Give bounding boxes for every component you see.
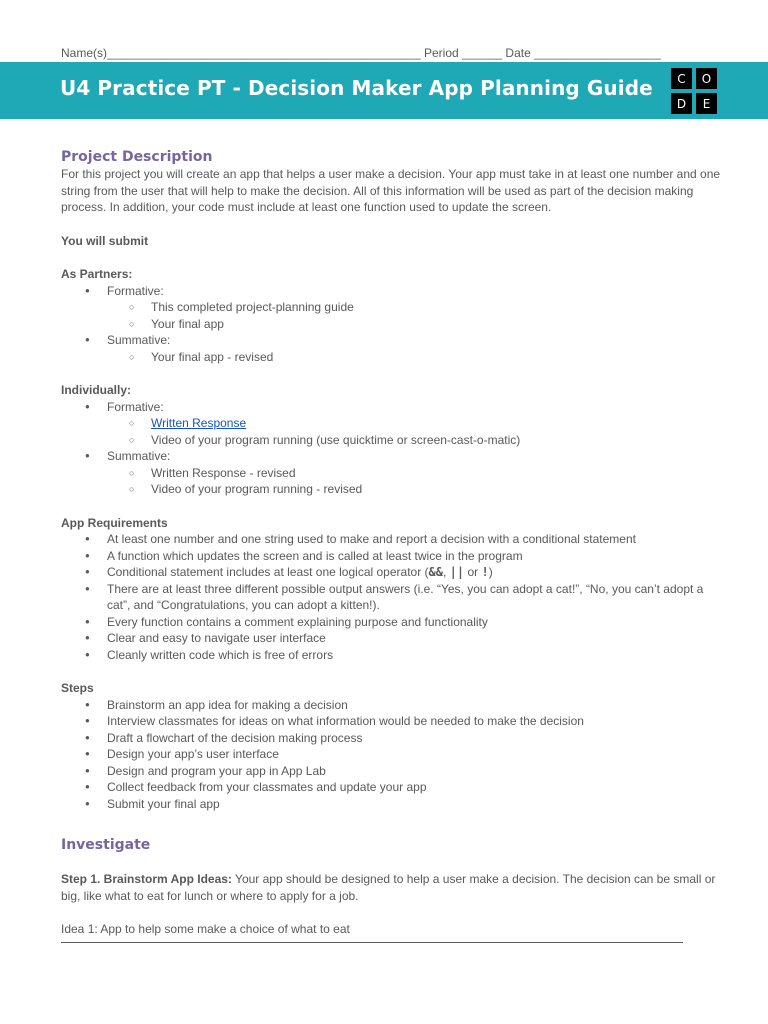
list-item: ● Design your app’s user interface	[61, 746, 721, 763]
title-banner	[0, 62, 768, 119]
steps-heading: Steps	[61, 681, 94, 695]
individually-list	[61, 399, 721, 498]
list-item: ○ Video of your program running - revised	[61, 481, 721, 498]
separator: ,	[442, 565, 450, 579]
list-item: ○ Written Response - revised	[61, 465, 721, 482]
project-description-heading: Project Description	[61, 149, 213, 165]
requirements-list	[61, 531, 721, 663]
written-response-link[interactable]: Written Response	[151, 416, 247, 430]
list-item: ● Interview classmates for ideas on what information would be needed to make the decision	[61, 713, 721, 730]
or-operator: ||	[449, 565, 465, 579]
partners-list	[61, 283, 721, 366]
name-period-date-line[interactable]: Name(s)_______________________________________________ Period ______ Date ___________________	[61, 46, 661, 60]
step1-label: Step 1. Brainstorm App Ideas:	[61, 872, 232, 886]
code-logo	[671, 68, 717, 114]
list-item: ● There are at least three different possible output answers (i.e. “Yes, you can adopt a cat!”, “No, you can’t adopt a cat”, and “Congratulations, you can adopt a kitten!).	[61, 581, 721, 614]
not-operator: !	[481, 565, 489, 579]
list-item: ● Summative:	[61, 332, 721, 349]
list-item: ● Formative:	[61, 399, 721, 416]
list-item: ● Design and program your app in App Lab	[61, 763, 721, 780]
logo-letter-o: O	[696, 68, 717, 89]
list-item: ○ This completed project-planning guide	[61, 299, 721, 316]
separator: or	[464, 565, 482, 579]
list-item: ● A function which updates the screen and is called at least twice in the program	[61, 548, 721, 565]
document-body	[61, 148, 721, 943]
answer-line	[61, 942, 683, 943]
step1-paragraph	[61, 871, 721, 904]
requirement-text: )	[488, 565, 493, 579]
list-item: ● Cleanly written code which is free of errors	[61, 647, 721, 664]
list-item: ● Summative:	[61, 448, 721, 465]
app-requirements-heading: App Requirements	[61, 515, 168, 530]
you-will-submit-heading: You will submit	[61, 233, 149, 248]
list-item: ● Every function contains a comment explaining purpose and functionality	[61, 614, 721, 631]
steps-list	[61, 697, 721, 813]
list-item: ● Clear and easy to navigate user interface	[61, 630, 721, 647]
individually-heading: Individually:	[61, 383, 132, 397]
list-item	[61, 564, 721, 581]
list-item: ● At least one number and one string used to make and report a decision with a conditional statement	[61, 531, 721, 548]
project-description-text: For this project you will create an app that helps a user make a decision. Your app must take in at least one number and one string from the user that will help to make the decision. All of this information will be used as part of the decision making process. In addition, your code must include at least one function used to update the screen.	[61, 167, 721, 214]
requirement-text: Conditional statement includes at least one logical operator (	[107, 565, 429, 579]
list-item: ○ Your final app	[61, 316, 721, 333]
logo-letter-e: E	[696, 93, 717, 114]
list-item: ● Collect feedback from your classmates and update your app	[61, 779, 721, 796]
list-item: ○ Your final app - revised	[61, 349, 721, 366]
list-item	[61, 415, 721, 432]
as-partners-heading: As Partners:	[61, 267, 133, 281]
list-item: ○ Video of your program running (use quicktime or screen-cast-o-matic)	[61, 432, 721, 449]
page-title: U4 Practice PT - Decision Maker App Planning Guide	[60, 76, 653, 100]
idea1-answer[interactable]: Idea 1: App to help some make a choice of what to eat	[61, 922, 350, 936]
list-item: ● Draft a flowchart of the decision making process	[61, 730, 721, 747]
logo-letter-c: C	[671, 68, 692, 89]
list-item: ● Submit your final app	[61, 796, 721, 813]
and-operator: &&	[428, 565, 443, 579]
list-item: ● Formative:	[61, 283, 721, 300]
investigate-heading: Investigate	[61, 837, 151, 853]
step1-text: Your app should be designed to help a user make a decision. The decision can be small or big, like what to eat for lunch or where to apply for a job.	[61, 872, 716, 903]
logo-letter-d: D	[671, 93, 692, 114]
list-item: ● Brainstorm an app idea for making a decision	[61, 697, 721, 714]
